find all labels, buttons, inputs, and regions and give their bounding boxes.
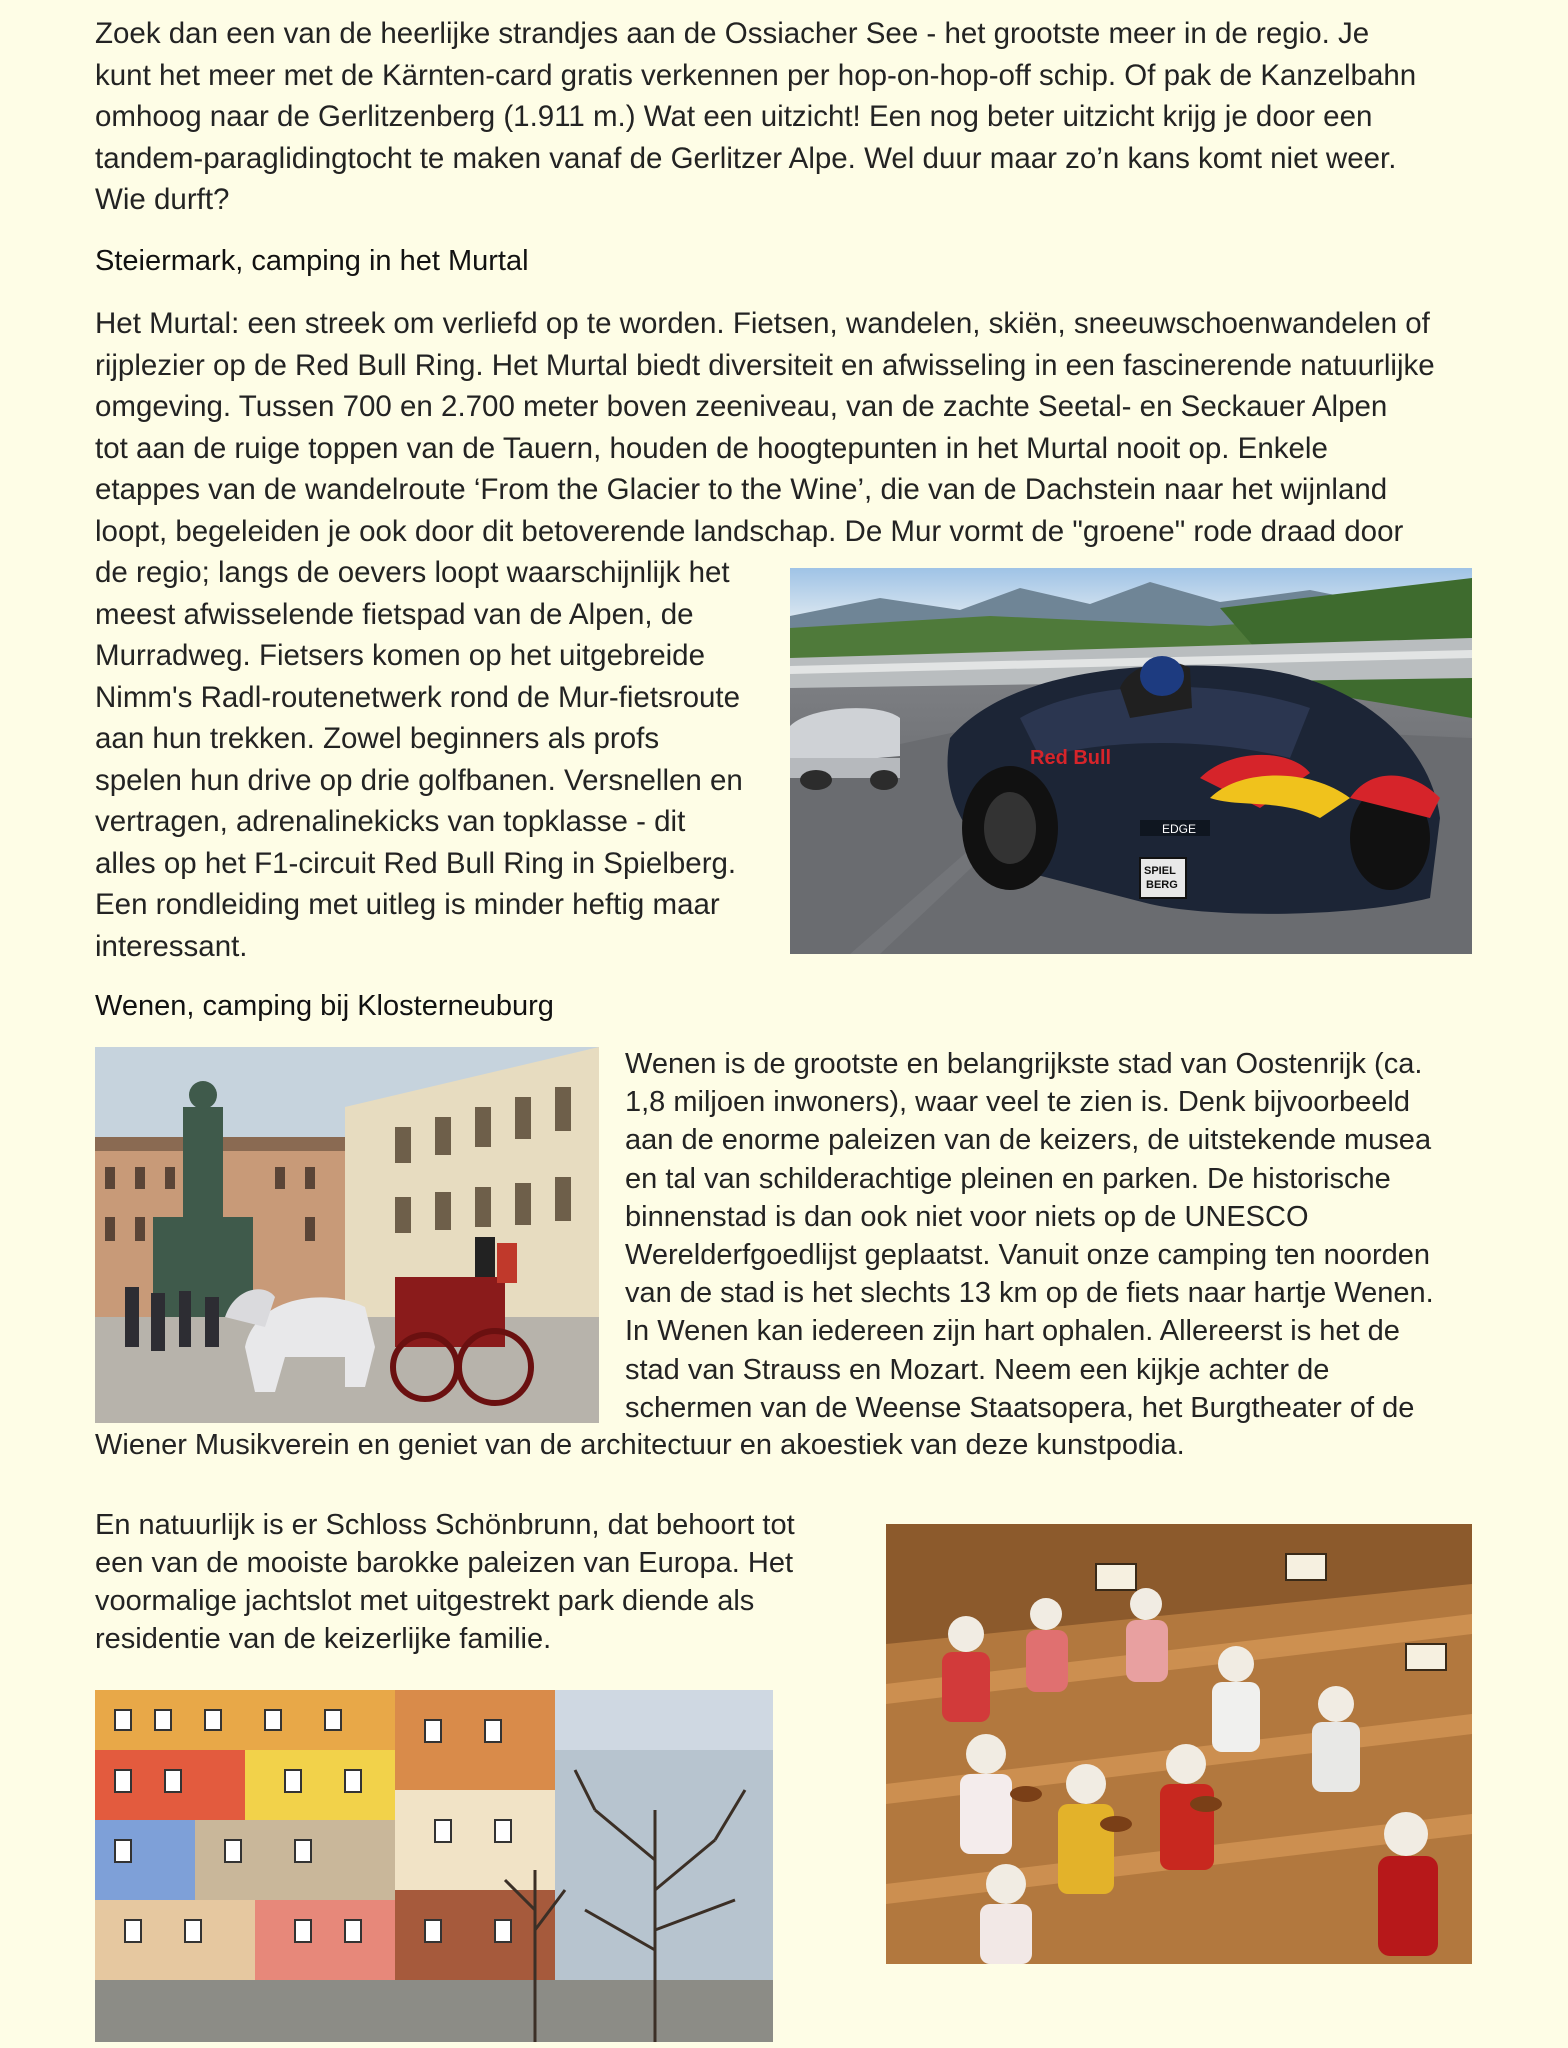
text-line: Het Murtal: een streek om verliefd op te worden. Fietsen, wandelen, skiën, sneeuwschoenwandelen of [95, 307, 1430, 340]
text-line: spelen hun drive op drie golfbanen. Versnellen en [95, 763, 743, 797]
murtal-paragraph-continued [95, 552, 743, 967]
section-heading-murtal: Steiermark, camping in het Murtal [95, 245, 529, 277]
wenen-paragraph-end [95, 1426, 1185, 1464]
text-line: Werelderfgoedlijst geplaatst. Vanuit onze camping ten noorden [625, 1239, 1430, 1272]
race-car-photo [790, 568, 1472, 954]
text-line: In Wenen kan iedereen zijn hart ophalen. Allereerst is het de [625, 1315, 1400, 1348]
text-line: residentie van de keizerlijke familie. [95, 1623, 552, 1655]
text-line: Wie durft? [95, 183, 230, 216]
text-line: interessant. [95, 929, 248, 963]
murtal-paragraph [95, 303, 1435, 552]
text-line: aan de enorme paleizen van de keizers, de uitstekende musea [625, 1124, 1432, 1157]
edge-sponsor-text: EDGE [1162, 822, 1197, 836]
text-line: omgeving. Tussen 700 en 2.700 meter boven zeeniveau, van de zachte Seetal- en Seckauer Alpen [95, 390, 1388, 423]
vienna-carriage-photo [95, 1047, 599, 1423]
text-line: binnenstad is dan ook niet voor niets op de UNESCO [625, 1200, 1309, 1233]
text-line: schermen van de Weense Staatsopera, het Burgtheater of de [625, 1391, 1415, 1424]
text-line: Nimm's Radl-routenetwerk rond de Mur-fietsroute [95, 680, 741, 714]
intro-paragraph [95, 13, 1416, 221]
text-line: tot aan de ruige toppen van de Tauern, houden de hoogtepunten in het Murtal nooit op. Enkele [95, 431, 1328, 465]
text-line: 1,8 miljoen inwoners), waar veel te zien is. Denk bijvoorbeeld [625, 1086, 1410, 1119]
text-line: voormalige jachtslot met uitgestrekt park diende als [95, 1585, 755, 1617]
section-heading-wenen: Wenen, camping bij Klosterneuburg [95, 990, 554, 1022]
text-line: aan hun trekken. Zowel beginners als profs [95, 722, 660, 755]
text-line: tandem-paraglidingtocht te maken vanaf de Gerlitzer Alpe. Wel duur maar zo’n kans komt niet weer. [95, 141, 1397, 175]
text-line: Murradweg. Fietsers komen op het uitgebreide [95, 639, 705, 672]
text-line: alles op het F1-circuit Red Bull Ring in Spielberg. [95, 846, 737, 880]
text-line: rijplezier op de Red Bull Ring. Het Murtal biedt diversiteit en afwisseling in een fascinerende natuurlijke [95, 348, 1435, 382]
orchestra-photo [886, 1524, 1472, 1964]
text-line: stad van Strauss en Mozart. Neem een kijkje achter de [625, 1353, 1330, 1386]
text-line: etappes van de wandelroute ‘From the Glacier to the Wine’, die van de Dachstein naar het wijnland [95, 473, 1388, 506]
text-line: en tal van schilderachtige pleinen en parken. De historische [625, 1162, 1391, 1195]
red-bull-logo-text: Red Bull [1030, 747, 1112, 769]
schonbrunn-paragraph [95, 1506, 795, 1658]
text-line: Wenen is de grootste en belangrijkste stad van Oostenrijk (ca. [625, 1048, 1423, 1080]
text-line: de regio; langs de oevers loopt waarschijnlijk het [95, 556, 730, 589]
text-line: omhoog naar de Gerlitzenberg (1.911 m.) Wat een uitzicht! Een nog beter uitzicht krijg je door een [95, 100, 1373, 133]
spielberg-plate-line1: SPIEL [1144, 865, 1176, 877]
wenen-paragraph [625, 1045, 1434, 1427]
text-line: loopt, begeleiden je ook door dit betoverende landschap. De Mur vormt de "groene" rode draad door [95, 514, 1404, 548]
text-line: van de stad is het slechts 13 km op de fiets naar hartje Wenen. [625, 1277, 1434, 1310]
text-line: Een rondleiding met uitleg is minder heftig maar [95, 888, 720, 921]
text-line: Wiener Musikverein en geniet van de architectuur en akoestiek van deze kunstpodia. [95, 1429, 1185, 1461]
hundertwasser-house-photo [95, 1690, 773, 2042]
text-line: kunt het meer met de Kärnten-card gratis verkennen per hop-on-hop-off schip. Of pak de Kanzelbahn [95, 58, 1417, 92]
text-line: meest afwisselende fietspad van de Alpen, de [95, 597, 694, 631]
text-line: vertragen, adrenalinekicks van topklasse - dit [95, 805, 686, 838]
text-line: een van de mooiste barokke paleizen van Europa. Het [95, 1547, 794, 1579]
text-line: En natuurlijk is er Schloss Schönbrunn, dat behoort tot [95, 1509, 795, 1541]
text-line: Zoek dan een van de heerlijke strandjes aan de Ossiacher See - het grootste meer in de regio. Je [95, 17, 1370, 50]
spielberg-plate-line2: BERG [1146, 879, 1178, 891]
